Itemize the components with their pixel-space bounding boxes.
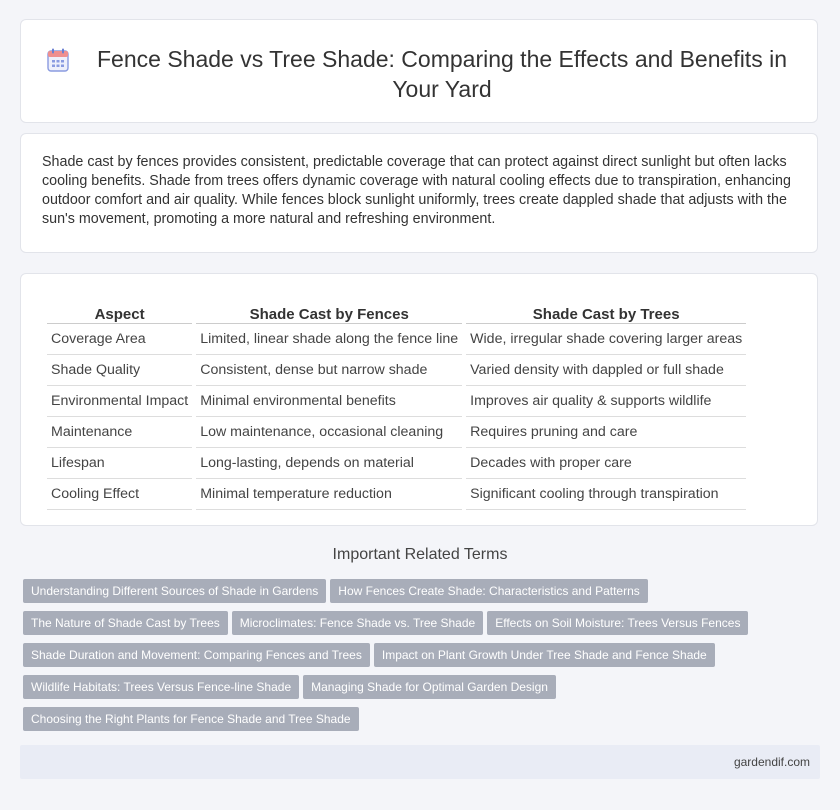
related-term-link[interactable]: How Fences Create Shade: Characteristics and Patterns — [330, 579, 647, 603]
related-term-link[interactable]: Understanding Different Sources of Shade in Gardens — [23, 579, 326, 603]
table-cell: Environmental Impact — [47, 386, 192, 417]
table-cell: Minimal environmental benefits — [196, 386, 462, 417]
header-trees: Shade Cast by Trees — [466, 296, 746, 324]
table-cell: Coverage Area — [47, 324, 192, 355]
related-term-link[interactable]: Managing Shade for Optimal Garden Design — [303, 675, 556, 699]
header-aspect: Aspect — [47, 296, 192, 324]
related-term-link[interactable]: Shade Duration and Movement: Comparing Fences and Trees — [23, 643, 370, 667]
related-term-link[interactable]: The Nature of Shade Cast by Trees — [23, 611, 228, 635]
table-cell: Wide, irregular shade covering larger areas — [466, 324, 746, 355]
related-term-link[interactable]: Choosing the Right Plants for Fence Shade and Tree Shade — [23, 707, 359, 731]
table-cell: Varied density with dappled or full shade — [466, 355, 746, 386]
related-terms-list — [23, 579, 783, 739]
related-terms-title: Important Related Terms — [332, 546, 508, 563]
table-cell: Shade Quality — [47, 355, 192, 386]
table-cell: Decades with proper care — [466, 448, 746, 479]
table-cell: Consistent, dense but narrow shade — [196, 355, 462, 386]
calendar-icon — [47, 48, 69, 72]
page-title: Fence Shade vs Tree Shade: Comparing the Effects and Benefits in Your Yard — [97, 46, 787, 102]
table-row — [47, 386, 746, 417]
table-cell: Long-lasting, depends on material — [196, 448, 462, 479]
header-fences: Shade Cast by Fences — [196, 296, 462, 324]
table-row — [47, 324, 746, 355]
table-cell: Minimal temperature reduction — [196, 479, 462, 510]
table-cell: Lifespan — [47, 448, 192, 479]
table-cell: Requires pruning and care — [466, 417, 746, 448]
table-cell: Significant cooling through transpiration — [466, 479, 746, 510]
table-row — [47, 479, 746, 510]
table-cell: Low maintenance, occasional cleaning — [196, 417, 462, 448]
table-cell: Cooling Effect — [47, 479, 192, 510]
related-term-link[interactable]: Microclimates: Fence Shade vs. Tree Shade — [232, 611, 483, 635]
table-row — [47, 448, 746, 479]
comparison-table — [43, 296, 750, 510]
table-header-row — [47, 296, 746, 324]
table-row — [47, 355, 746, 386]
footer — [20, 745, 820, 779]
footer-site-link[interactable]: gardendif.com — [733, 755, 810, 769]
related-term-link[interactable]: Wildlife Habitats: Trees Versus Fence-line Shade — [23, 675, 299, 699]
table-cell: Limited, linear shade along the fence line — [196, 324, 462, 355]
related-term-link[interactable]: Impact on Plant Growth Under Tree Shade and Fence Shade — [374, 643, 715, 667]
table-cell: Maintenance — [47, 417, 192, 448]
related-term-link[interactable]: Effects on Soil Moisture: Trees Versus Fences — [487, 611, 748, 635]
intro-paragraph: Shade cast by fences provides consistent, predictable coverage that can protect against direct sunlight but often lacks cooling benefits. Shade from trees offers dynamic coverage with natural cooling effects due to transpiration, enhancing outdoor comfort and air quality. While fences block sunlight uniformly, trees create dappled shade that adjusts with the sun's movement, promoting a more natural and refreshing environment. — [42, 154, 791, 227]
intro-card — [20, 133, 818, 253]
table-row — [47, 417, 746, 448]
comparison-table-card — [20, 273, 818, 526]
table-cell: Improves air quality & supports wildlife — [466, 386, 746, 417]
title-card — [20, 19, 818, 123]
